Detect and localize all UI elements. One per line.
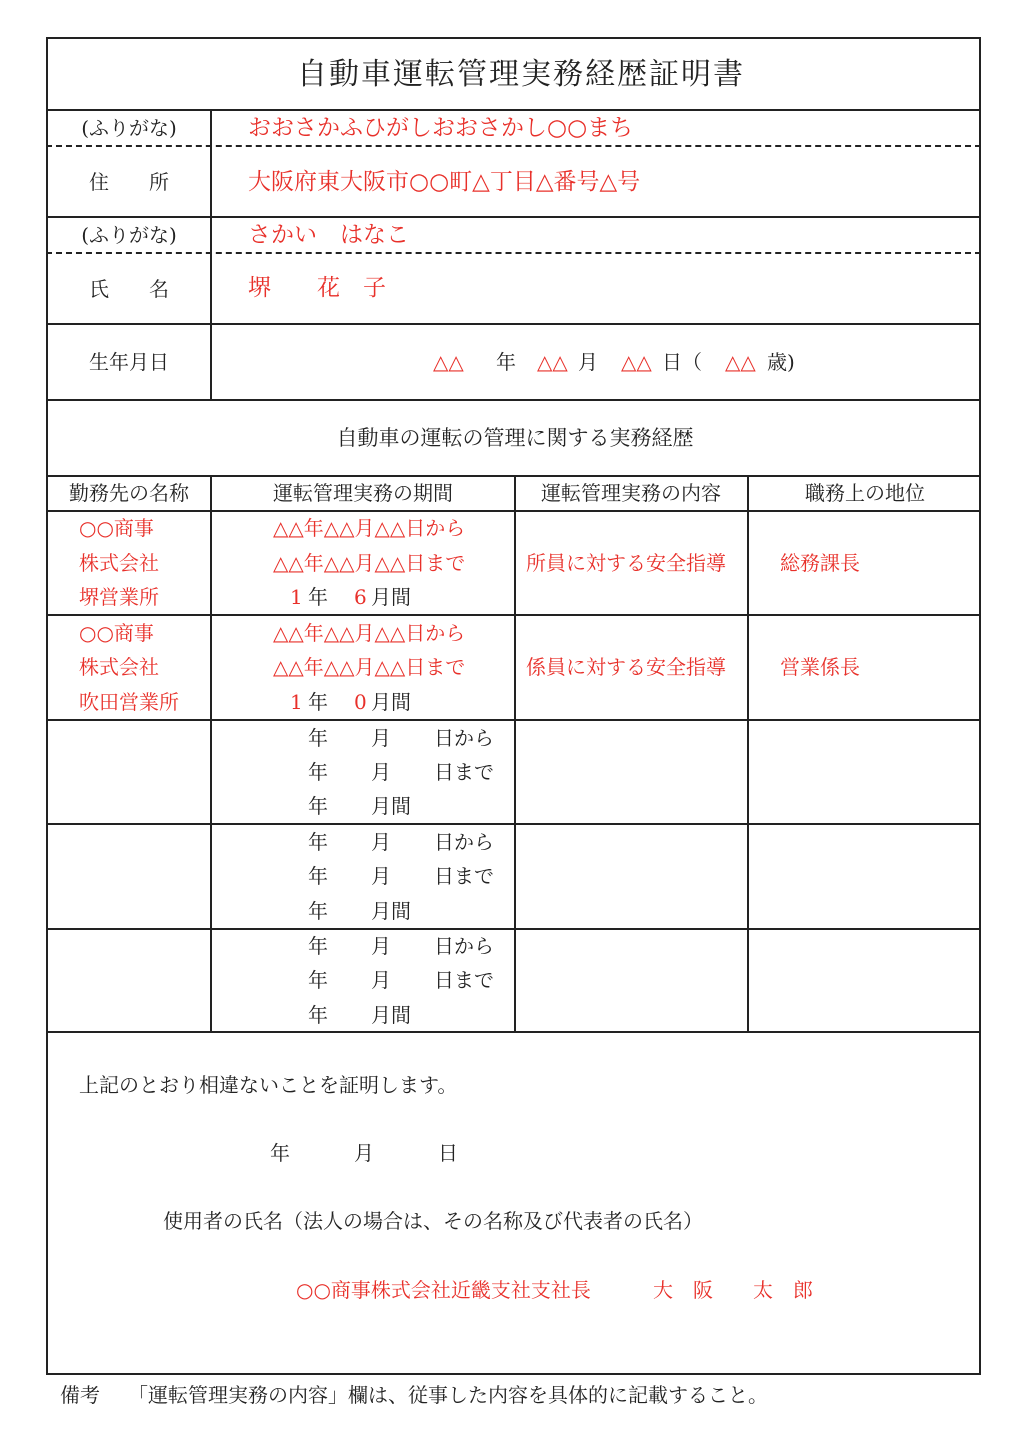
blank-year: 年: [308, 794, 328, 818]
blank-to: 日まで: [434, 760, 494, 784]
blank-year: 年: [308, 726, 328, 750]
blank-months: 月間: [371, 1003, 411, 1027]
duration-month-unit: 月間: [371, 690, 411, 714]
date-year-unit: 年: [270, 1141, 290, 1165]
column-header-content: 運転管理実務の内容: [541, 481, 721, 505]
blank-month: 月: [371, 934, 391, 958]
blank-month: 月: [371, 968, 391, 992]
workplace-line: 吹田営業所: [79, 690, 179, 714]
duration-month-unit: 月間: [371, 585, 411, 609]
blank-to: 日まで: [434, 864, 494, 888]
duration-years: 1: [290, 690, 303, 714]
blank-year: 年: [308, 899, 328, 923]
birth-age: △△: [725, 350, 756, 374]
blank-year: 年: [308, 760, 328, 784]
divider: [46, 216, 981, 218]
period-from: △△年△△月△△日から: [273, 516, 466, 540]
address-value: 大阪府東大阪市○○町△丁目△番号△号: [248, 169, 641, 195]
blank-year: 年: [308, 864, 328, 888]
blank-from: 日から: [434, 830, 494, 854]
blank-year: 年: [308, 968, 328, 992]
duration-years: 1: [290, 585, 303, 609]
duration-months: 0: [354, 690, 367, 714]
divider: [46, 323, 981, 325]
column-header-period: 運転管理実務の期間: [273, 481, 453, 505]
workplace-line: ○○商事: [79, 621, 154, 645]
name-value: 堺 花 子: [248, 275, 386, 301]
birth-label: 生年月日: [89, 350, 169, 374]
dashed-divider: [46, 145, 981, 147]
period-from: △△年△△月△△日から: [273, 621, 466, 645]
birth-month: △△: [537, 350, 568, 374]
column-divider: [514, 475, 516, 1032]
blank-month: 月: [371, 726, 391, 750]
furigana-label: (ふりがな): [81, 223, 177, 247]
address-furigana: おおさかふひがしおおさかし○○まち: [248, 115, 634, 141]
workplace-line: 株式会社: [79, 551, 159, 575]
employer-company: ○○商事株式会社近畿支社支社長: [296, 1278, 591, 1302]
blank-months: 月間: [371, 899, 411, 923]
birth-age-unit: 歳): [767, 350, 795, 374]
duration-months: 6: [354, 585, 367, 609]
blank-months: 月間: [371, 794, 411, 818]
certify-text: 上記のとおり相違ないことを証明します。: [79, 1073, 458, 1097]
duration-year-unit: 年: [308, 690, 328, 714]
workplace-line: ○○商事: [79, 516, 154, 540]
workplace-line: 堺営業所: [79, 585, 159, 609]
blank-year: 年: [308, 1003, 328, 1027]
dashed-divider: [46, 252, 981, 254]
note-label: 備考: [60, 1383, 100, 1407]
birth-day: △△: [621, 350, 652, 374]
column-divider: [747, 475, 749, 1032]
employer-name: 大 阪 太 郎: [653, 1278, 813, 1302]
period-to: △△年△△月△△日まで: [273, 551, 466, 575]
furigana-label: (ふりがな): [81, 116, 177, 140]
column-header-workplace: 勤務先の名称: [69, 481, 189, 505]
work-content: 所員に対する安全指導: [526, 551, 726, 575]
job-position: 営業係長: [780, 655, 860, 679]
section-title: 自動車の運転の管理に関する実務経歴: [336, 426, 694, 450]
birth-day-unit: 日（: [662, 350, 702, 374]
birth-year: △△: [433, 350, 464, 374]
birth-year-unit: 年: [496, 350, 516, 374]
column-divider: [210, 109, 212, 399]
birth-month-unit: 月: [578, 350, 598, 374]
blank-year: 年: [308, 830, 328, 854]
name-label: 氏 名: [89, 277, 169, 301]
address-label: 住 所: [89, 170, 169, 194]
blank-from: 日から: [434, 934, 494, 958]
period-to: △△年△△月△△日まで: [273, 655, 466, 679]
workplace-line: 株式会社: [79, 655, 159, 679]
blank-month: 月: [371, 864, 391, 888]
duration-year-unit: 年: [308, 585, 328, 609]
blank-year: 年: [308, 934, 328, 958]
employer-label: 使用者の氏名（法人の場合は、その名称及び代表者の氏名）: [163, 1209, 703, 1233]
name-furigana: さかい はなこ: [248, 222, 409, 248]
note-text: 「運転管理実務の内容」欄は、従事した内容を具体的に記載すること。: [128, 1383, 768, 1407]
work-content: 係員に対する安全指導: [526, 655, 726, 679]
blank-month: 月: [371, 760, 391, 784]
blank-to: 日まで: [434, 968, 494, 992]
divider: [46, 399, 981, 401]
column-header-position: 職務上の地位: [805, 481, 925, 505]
job-position: 総務課長: [780, 551, 860, 575]
page-title: 自動車運転管理実務経歴証明書: [297, 57, 745, 92]
blank-month: 月: [371, 830, 391, 854]
blank-from: 日から: [434, 726, 494, 750]
date-month-unit: 月: [354, 1141, 374, 1165]
divider: [46, 109, 981, 111]
column-divider: [210, 475, 212, 1032]
date-day-unit: 日: [438, 1141, 458, 1165]
